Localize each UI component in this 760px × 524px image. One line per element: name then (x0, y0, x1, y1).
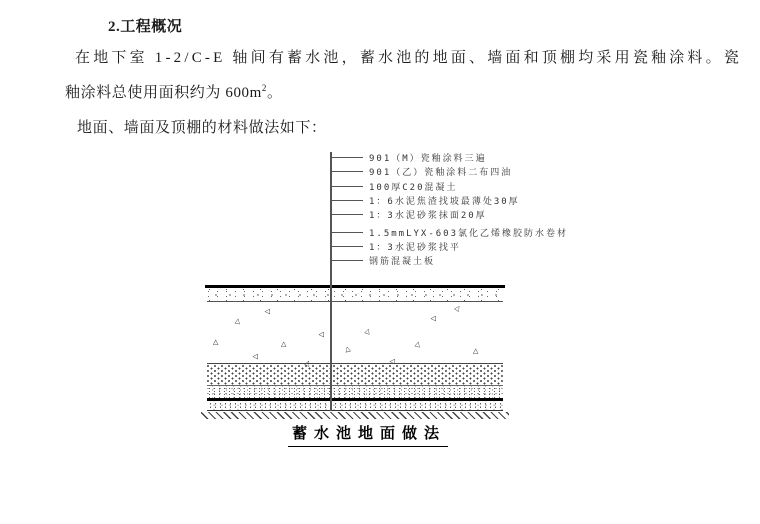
aggregate-triangle-icon: △ (414, 339, 422, 349)
aggregate-triangle-icon: △ (263, 308, 272, 315)
aggregate-triangle-icon: △ (317, 331, 326, 338)
superscript-2: 2 (261, 83, 268, 93)
ground-hatch-marks (201, 412, 509, 419)
layer-band-mortar-dots (207, 365, 503, 386)
aggregate-triangle-icon: △ (388, 358, 397, 365)
layer-label-4: 1：6水泥焦渣找坡最薄处30厚 (369, 197, 520, 207)
aggregate-triangle-icon: △ (281, 340, 287, 348)
paragraph-line-3: 地面、墙面及顶棚的材料做法如下： (77, 120, 327, 136)
aggregate-triangle-icon: △ (429, 315, 438, 322)
layer-label-1: 901（M）瓷釉涂料三遍 (369, 154, 487, 164)
paragraph-line-2-text: 釉涂料总使用面积约为 600m (65, 85, 262, 101)
aggregate-triangle-icon: △ (363, 326, 372, 336)
aggregate-triangle-icon: △ (234, 316, 242, 326)
leader-line-2 (330, 171, 363, 172)
layer-label-7: 1：3水泥砂浆找平 (369, 243, 461, 253)
diagram-caption: 蓄水池地面做法 (288, 422, 448, 447)
leader-line-1 (330, 157, 363, 158)
layer-band-slab (207, 401, 503, 411)
aggregate-triangle-icon: △ (251, 353, 260, 360)
leader-line-5 (330, 214, 363, 215)
leader-spine-line (330, 152, 332, 411)
aggregate-triangle-icon: △ (213, 338, 219, 346)
leader-line-4 (330, 200, 363, 201)
layer-label-6: 1.5mmLYX-603氯化乙烯橡胶防水卷材 (369, 229, 569, 239)
layer-label-5: 1：3水泥砂浆抹面20厚 (369, 211, 487, 221)
layer-band-cinder-fill (207, 302, 503, 363)
layer-label-8: 钢筋混凝土板 (369, 257, 436, 267)
leader-line-3 (330, 186, 363, 187)
leader-line-6 (330, 232, 363, 233)
aggregate-triangle-icon: △ (473, 347, 479, 355)
leader-line-8 (330, 260, 363, 261)
layer-label-2: 901（乙）瓷釉涂料二布四油 (369, 168, 513, 178)
layer-band-fine-concrete (207, 288, 503, 301)
leader-line-7 (330, 246, 363, 247)
section-heading: 2.工程概况 (108, 19, 183, 35)
paragraph-line-1: 在地下室 1-2/C-E 轴间有蓄水池，蓄水池的地面、墙面和顶棚均采用瓷釉涂料。瓷 (75, 50, 743, 66)
paragraph-line-2-period: 。 (267, 85, 283, 101)
layer-band-membrane-bed (207, 386, 503, 398)
aggregate-triangle-icon: △ (343, 344, 352, 354)
layer-label-3: 100厚C20混凝土 (369, 183, 458, 193)
aggregate-triangle-icon: △ (453, 303, 463, 313)
